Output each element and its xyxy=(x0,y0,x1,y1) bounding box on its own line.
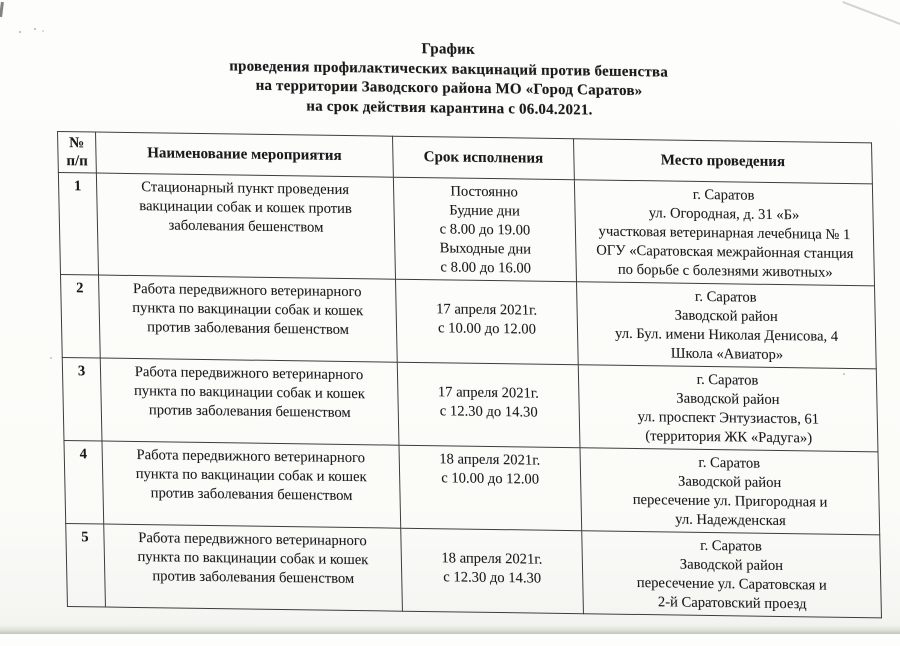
header-event-name: Наименование мероприятия xyxy=(96,132,394,177)
cell-row-number: 1 xyxy=(58,173,98,276)
document-title-line: График xyxy=(421,41,476,58)
cell-row-number: 4 xyxy=(64,441,104,525)
cell-location: г. Саратов Заводской район ул. Бул. имени Николая Денисова, 4 Школа «Авиатор» xyxy=(577,282,877,369)
scanner-bed-strip xyxy=(0,625,900,634)
scan-speck xyxy=(50,357,52,359)
cell-row-number: 3 xyxy=(62,358,102,442)
cell-row-number: 5 xyxy=(66,524,106,608)
cell-schedule: 17 апреля 2021г. с 10.00 до 12.00 xyxy=(396,279,579,365)
document-title-line: проведения профилактических вакцинаций против бешенства xyxy=(229,57,669,81)
table-row xyxy=(58,173,874,286)
cell-row-number: 2 xyxy=(61,275,101,359)
scan-speck xyxy=(843,373,845,375)
cell-schedule: 17 апреля 2021г. с 12.30 до 14.30 xyxy=(397,362,580,448)
table-row xyxy=(61,275,877,369)
cell-schedule: 18 апреля 2021г. с 12.30 до 14.30 xyxy=(401,528,584,614)
scan-speck xyxy=(19,31,21,33)
header-location: Место проведения xyxy=(574,139,873,184)
cell-location: г. Саратов Заводской район ул. проспект Энтузиастов, 61 (территория ЖК «Радуга») xyxy=(578,365,878,452)
cell-location: г. Саратов Заводской район пересечение ул. Пригородная и ул. Надежденская xyxy=(580,448,880,535)
document-title-line: на срок действия карантина с 06.04.2021. xyxy=(306,97,593,118)
scan-speck xyxy=(34,28,36,30)
table-row xyxy=(62,358,878,452)
vaccination-schedule-table xyxy=(57,131,882,618)
cell-location: г. Саратов ул. Огородная, д. 31 «Б» участковая ветеринарная лечебница № 1 ОГУ «Саратовская межрайонная станция по борьбе с болезнями животных» xyxy=(574,180,874,286)
header-row-number: № п/п xyxy=(58,132,97,174)
document-title-line: на территории Заводского района МО «Город Саратов» xyxy=(255,77,643,100)
cell-location: г. Саратов Заводской район пересечение ул. Саратовская и 2-й Саратовский проезд xyxy=(582,531,882,618)
table-row xyxy=(64,441,880,535)
cell-event-name: Работа передвижного ветеринарного пункта по вакцинации собак и кошек против заболевания бешенством xyxy=(99,275,398,362)
header-schedule: Срок исполнения xyxy=(393,136,575,180)
cell-event-name: Работа передвижного ветеринарного пункта по вакцинации собак и кошек против заболевания бешенством xyxy=(100,358,399,445)
cell-schedule: Постоянно Будние дни с 8.00 до 19.00 Выходные дни с 8.00 до 16.00 xyxy=(393,177,576,282)
cell-schedule: 18 апреля 2021г. с 10.00 до 12.00 xyxy=(399,445,582,531)
table-row xyxy=(66,524,882,618)
cell-event-name: Стационарный пункт проведения вакцинации собак и кошек против заболевания бешенством xyxy=(96,173,395,279)
document-title xyxy=(8,34,890,124)
cell-event-name: Работа передвижного ветеринарного пункта по вакцинации собак и кошек против заболевания бешенством xyxy=(104,524,403,611)
cell-event-name: Работа передвижного ветеринарного пункта по вакцинации собак и кошек против заболевания бешенством xyxy=(102,441,401,528)
